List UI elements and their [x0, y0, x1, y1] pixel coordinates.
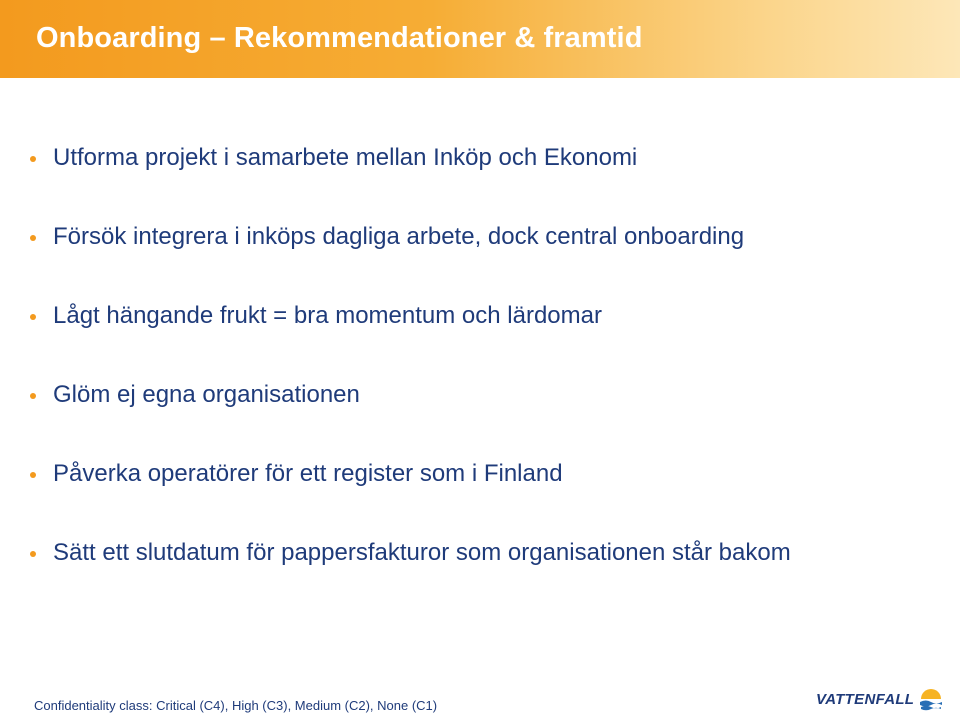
- bullet-text: Påverka operatörer för ett register som i Finland: [53, 459, 563, 487]
- bullet-text: Lågt hängande frukt = bra momentum och lärdomar: [53, 301, 602, 329]
- bullet-item: [30, 513, 940, 592]
- logo-wordmark: VATTENFALL: [816, 690, 915, 708]
- bullet-item: [30, 434, 940, 513]
- bullet-item: [30, 118, 940, 197]
- title-bar: [0, 0, 960, 78]
- bullet-dot-icon: [30, 314, 36, 320]
- bullet-text: Försök integrera i inköps dagliga arbete, dock central onboarding: [53, 222, 745, 250]
- bullet-list: [30, 118, 940, 592]
- confidentiality-footer: Confidentiality class: Critical (C4), High (C3), Medium (C2), None (C1): [34, 698, 438, 713]
- bullet-item: [30, 197, 940, 276]
- bullet-dot-icon: [30, 393, 36, 399]
- bullet-item: [30, 276, 940, 355]
- slide-title: Onboarding – Rekommendationer & framtid: [36, 22, 643, 54]
- bullet-text: Glöm ej egna organisationen: [53, 380, 360, 408]
- vattenfall-logo: [816, 684, 946, 714]
- bullet-dot-icon: [30, 472, 36, 478]
- bullet-dot-icon: [30, 156, 36, 162]
- sun-wave-logo-icon: [918, 686, 944, 712]
- bullet-dot-icon: [30, 551, 36, 557]
- bullet-text: Utforma projekt i samarbete mellan Inköp och Ekonomi: [53, 143, 638, 171]
- bullet-item: [30, 355, 940, 434]
- bullet-dot-icon: [30, 235, 36, 241]
- bullet-text: Sätt ett slutdatum för pappersfakturor som organisationen står bakom: [53, 538, 791, 566]
